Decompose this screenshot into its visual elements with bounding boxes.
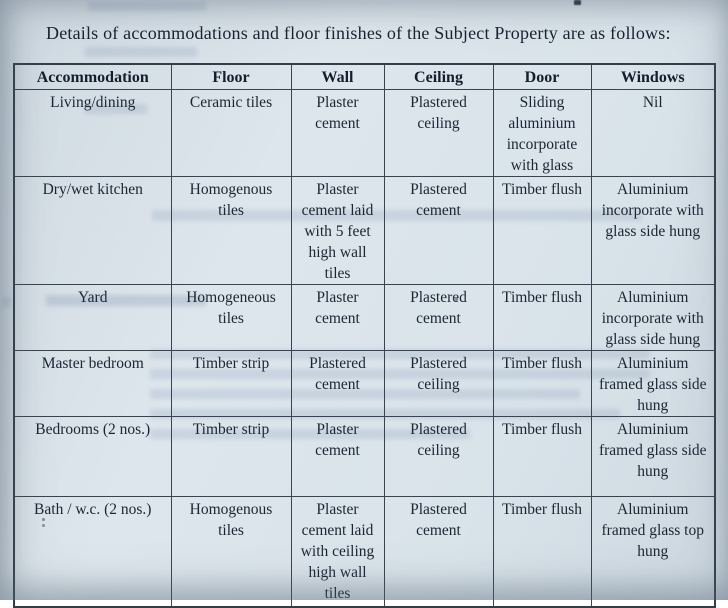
cell-windows: Nil xyxy=(591,90,715,177)
table-row-dry-wet-kitchen xyxy=(14,177,715,285)
cell-floor: Ceramic tiles xyxy=(171,90,291,177)
accommodation-finishes-table xyxy=(13,63,716,608)
table-row-living-dining xyxy=(14,90,715,177)
bleedthrough-smudge xyxy=(2,297,11,307)
cell-wall: Plaster cement xyxy=(291,285,384,351)
cell-door: Timber flush xyxy=(493,497,591,607)
table-row-yard xyxy=(14,285,715,351)
cell-floor: Homogenous tiles xyxy=(171,177,291,285)
cell-floor: Homogeneous tiles xyxy=(171,285,291,351)
cell-floor: Homogenous tiles xyxy=(171,497,291,607)
cell-door: Timber flush xyxy=(493,417,591,497)
cell-windows: Aluminium incorporate with glass side hung xyxy=(591,177,715,285)
cell-ceiling: Plastered cement xyxy=(384,497,493,607)
cell-windows: Aluminium framed glass side hung xyxy=(591,351,715,417)
bleedthrough-smudge xyxy=(85,47,197,57)
cell-door: Timber flush xyxy=(493,177,591,285)
column-header-door: Door xyxy=(493,64,591,90)
column-header-accommodation: Accommodation xyxy=(14,64,171,90)
cell-accommodation: Bedrooms (2 nos.) xyxy=(14,417,171,497)
cell-ceiling: Plastered ceiling xyxy=(384,90,493,177)
cell-windows: Aluminium incorporate with glass side hung xyxy=(591,285,715,351)
cell-windows: Aluminium framed glass side hung xyxy=(591,417,715,497)
table-row-bedrooms xyxy=(14,417,715,497)
cell-ceiling: Plastered ceiling xyxy=(384,351,493,417)
cell-wall: Plastered cement xyxy=(291,351,384,417)
table-row-bath-wc xyxy=(14,497,715,607)
cell-door: Sliding aluminium incorporate with glass xyxy=(493,90,591,177)
column-header-windows: Windows xyxy=(591,64,715,90)
cell-accommodation: Bath / w.c. (2 nos.) xyxy=(14,497,171,607)
bleedthrough-smudge xyxy=(88,2,206,11)
cutoff-text-mark xyxy=(574,0,581,5)
cell-wall: Plaster cement xyxy=(291,90,384,177)
cell-wall: Plaster cement laid with 5 feet high wall tiles xyxy=(291,177,384,285)
cell-wall: Plaster cement laid with ceiling high wall tiles xyxy=(291,497,384,607)
cell-floor: Timber strip xyxy=(171,417,291,497)
cell-windows: Aluminium framed glass top hung xyxy=(591,497,715,607)
cell-accommodation: Dry/wet kitchen xyxy=(14,177,171,285)
cell-ceiling: Plastered cement xyxy=(384,285,493,351)
page-title: Details of accommodations and floor finishes of the Subject Property are as follows: xyxy=(46,23,671,43)
cell-accommodation: Living/dining xyxy=(14,90,171,177)
table-header-row xyxy=(14,64,715,90)
column-header-wall: Wall xyxy=(291,64,384,90)
table-row-master-bedroom xyxy=(14,351,715,417)
cell-accommodation: Yard xyxy=(14,285,171,351)
cell-door: Timber flush xyxy=(493,285,591,351)
cell-floor: Timber strip xyxy=(171,351,291,417)
cell-accommodation: Master bedroom xyxy=(14,351,171,417)
column-header-floor: Floor xyxy=(171,64,291,90)
column-header-ceiling: Ceiling xyxy=(384,64,493,90)
cell-wall: Plaster cement xyxy=(291,417,384,497)
cell-ceiling: Plastered ceiling xyxy=(384,417,493,497)
cell-ceiling: Plastered cement xyxy=(384,177,493,285)
cell-door: Timber flush xyxy=(493,351,591,417)
